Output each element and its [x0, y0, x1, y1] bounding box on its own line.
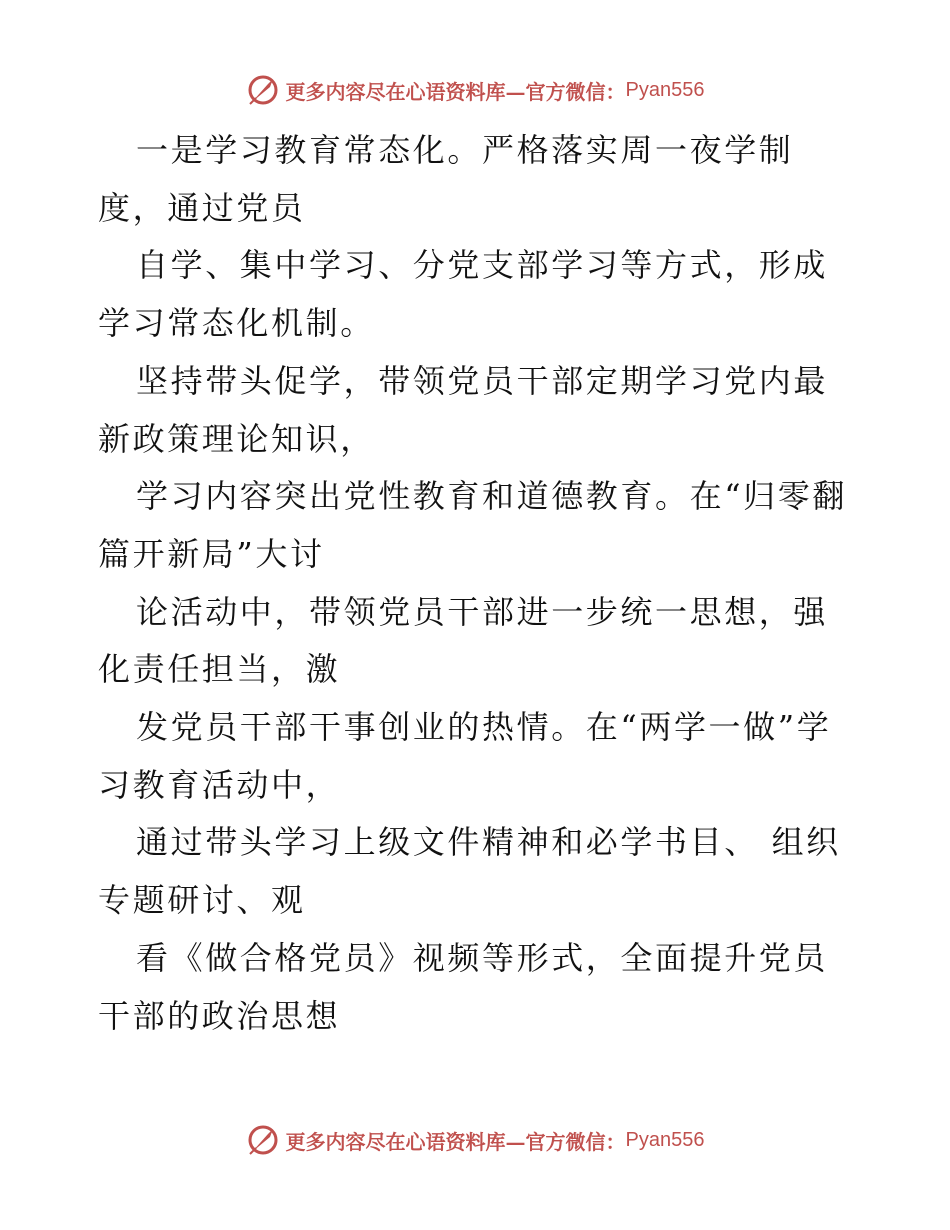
body-text: [98, 122, 858, 1045]
paragraph: 发党员干部干事创业的热情。在“两学一做”学习教育活动中，: [98, 708, 832, 804]
footer-banner: [0, 1120, 950, 1160]
paragraph: 通过带头学习上级文件精神和必学书目、 组织专题研讨、观: [98, 823, 841, 920]
paragraph: 学习内容突出党性教育和道德教育。在“归零翻篇开新局”大讨: [98, 477, 847, 573]
paragraph: 自学、集中学习、分党支部学习等方式，形成学习常态化机制。: [98, 246, 829, 343]
paragraph: 一是学习教育常态化。严格落实周一夜学制度，通过党员: [98, 131, 794, 227]
quill-logo-icon: [246, 73, 280, 107]
paragraph: 论活动中，带领党员干部进一步统一思想，强化责任担当，激: [98, 592, 829, 689]
footer-banner-text: 更多内容尽在心语资料库—官方微信：: [285, 1129, 626, 1154]
header-banner: [0, 70, 950, 110]
header-banner-wechat-id: Pyan556: [625, 78, 705, 101]
quill-logo-icon: [246, 1123, 280, 1157]
paragraph: 坚持带头促学，带领党员干部定期学习党内最新政策理论知识，: [98, 361, 829, 458]
footer-banner-wechat-id: Pyan556: [625, 1128, 705, 1151]
header-banner-text: 更多内容尽在心语资料库—官方微信：: [285, 79, 626, 104]
paragraph: 看《做合格党员》视频等形式，全面提升党员干部的政治思想: [98, 938, 829, 1035]
